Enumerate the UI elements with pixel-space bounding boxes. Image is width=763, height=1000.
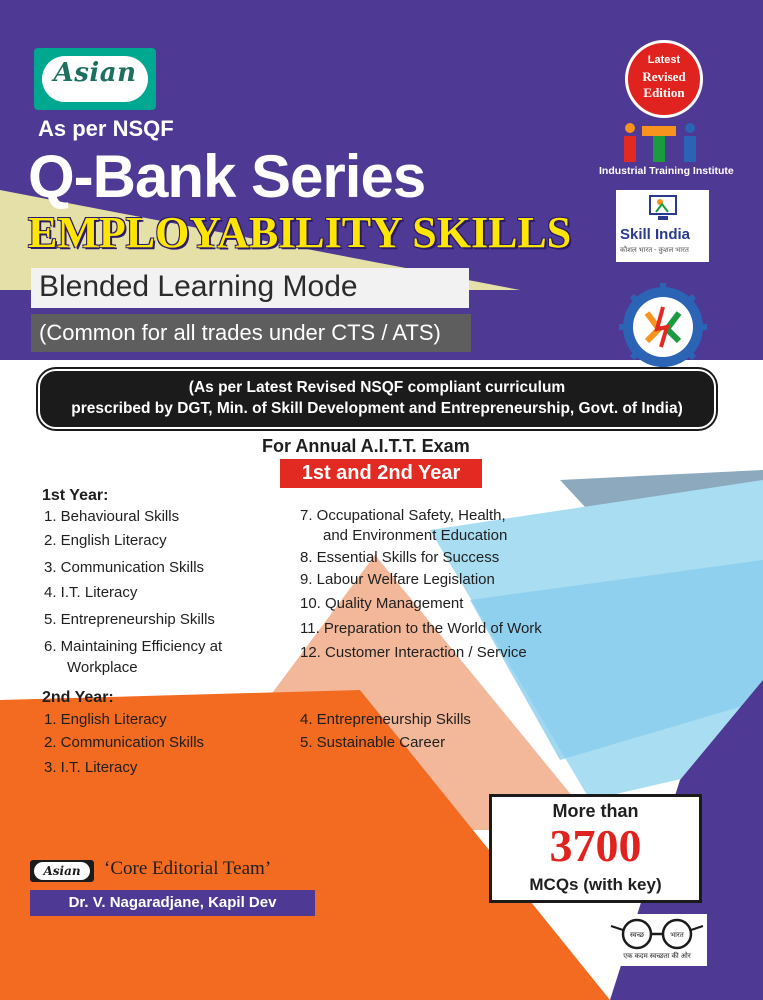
spectacles-icon xyxy=(607,914,707,952)
mcq-line-1: More than xyxy=(552,801,639,821)
list-item: 8. Essential Skills for Success xyxy=(300,549,500,566)
skill-india-title: Skill India xyxy=(620,226,691,243)
list-item: 4. Entrepreneurship Skills xyxy=(300,711,471,728)
skill-india-logo xyxy=(616,190,709,262)
authors-banner xyxy=(30,890,315,916)
swachh-left-text: स्वच्छ xyxy=(629,931,645,939)
list-item: 1. English Literacy xyxy=(44,711,167,728)
list-item: and Environment Education xyxy=(323,527,508,544)
list-item: 4. I.T. Literacy xyxy=(44,584,138,601)
iti-caption: Industrial Training Institute xyxy=(599,165,734,177)
list-item: 10. Quality Management xyxy=(300,595,464,612)
curriculum-note-line-2: prescribed by DGT, Min. of Skill Development and Entrepreneurship, Govt. of India) xyxy=(71,400,683,417)
list-item: 3. I.T. Literacy xyxy=(44,759,138,776)
badge-line-2: Revised xyxy=(642,69,686,84)
latest-edition-badge xyxy=(625,40,703,118)
mcq-count: 3700 xyxy=(549,820,642,871)
first-year-title: 1st Year: xyxy=(42,487,109,504)
exam-title: For Annual A.I.T.T. Exam xyxy=(262,436,470,456)
curriculum-note xyxy=(38,369,716,429)
editorial-team: ‘Core Editorial Team’ xyxy=(104,858,272,879)
publisher-small-logo-text: Asian xyxy=(34,862,90,880)
scope-banner xyxy=(31,314,471,352)
swachh-right-text: भारत xyxy=(670,931,684,939)
list-item: 6. Maintaining Efficiency at xyxy=(44,638,223,655)
list-item: 12. Customer Interaction / Service xyxy=(300,644,527,661)
skill-india-emblem-icon xyxy=(616,190,709,226)
list-item: 2. English Literacy xyxy=(44,532,167,549)
publisher-logo-text: Asian xyxy=(53,58,137,88)
publisher-logo xyxy=(34,48,156,110)
skill-india-subtitle: कौशल भारत - कुशल भारत xyxy=(620,247,689,254)
mcq-count-box xyxy=(489,794,702,903)
subject-title: EMPLOYABILITY SKILLS xyxy=(28,208,572,257)
badge-line-3: Edition xyxy=(643,85,685,100)
swachh-tagline: एक कदम स्वच्छता की ओर xyxy=(623,953,691,960)
publisher-small-logo xyxy=(30,860,94,882)
list-item: 1. Behavioural Skills xyxy=(44,508,180,525)
mcq-line-3: MCQs (with key) xyxy=(529,875,662,894)
mode-banner xyxy=(31,268,469,308)
list-item: 9. Labour Welfare Legislation xyxy=(300,571,495,588)
exam-years-banner xyxy=(280,459,482,488)
list-item: 11. Preparation to the World of Work xyxy=(300,620,542,637)
series-title: Q-Bank Series xyxy=(28,143,426,210)
second-year-title: 2nd Year: xyxy=(42,689,114,706)
exam-years-text: 1st and 2nd Year xyxy=(301,462,461,484)
nsqf-line: As per NSQF xyxy=(38,116,174,141)
list-item: 7. Occupational Safety, Health, xyxy=(300,507,506,524)
iti-logo xyxy=(622,122,706,164)
kaushal-gear-logo-icon xyxy=(619,283,707,371)
badge-line-1: Latest xyxy=(647,54,681,66)
list-item: 2. Communication Skills xyxy=(44,734,205,751)
publisher-logo-badge xyxy=(42,56,148,102)
list-item: 5. Entrepreneurship Skills xyxy=(44,611,215,628)
curriculum-note-line-1: (As per Latest Revised NSQF compliant curriculum xyxy=(188,379,566,396)
authors-text: Dr. V. Nagaradjane, Kapil Dev xyxy=(68,894,277,911)
list-item: Workplace xyxy=(67,659,138,676)
scope-text: (Common for all trades under CTS / ATS) xyxy=(39,320,441,345)
list-item: 5. Sustainable Career xyxy=(300,734,446,751)
list-item: 3. Communication Skills xyxy=(44,559,205,576)
swachh-bharat-logo xyxy=(607,914,707,966)
mode-text: Blended Learning Mode xyxy=(39,270,358,303)
